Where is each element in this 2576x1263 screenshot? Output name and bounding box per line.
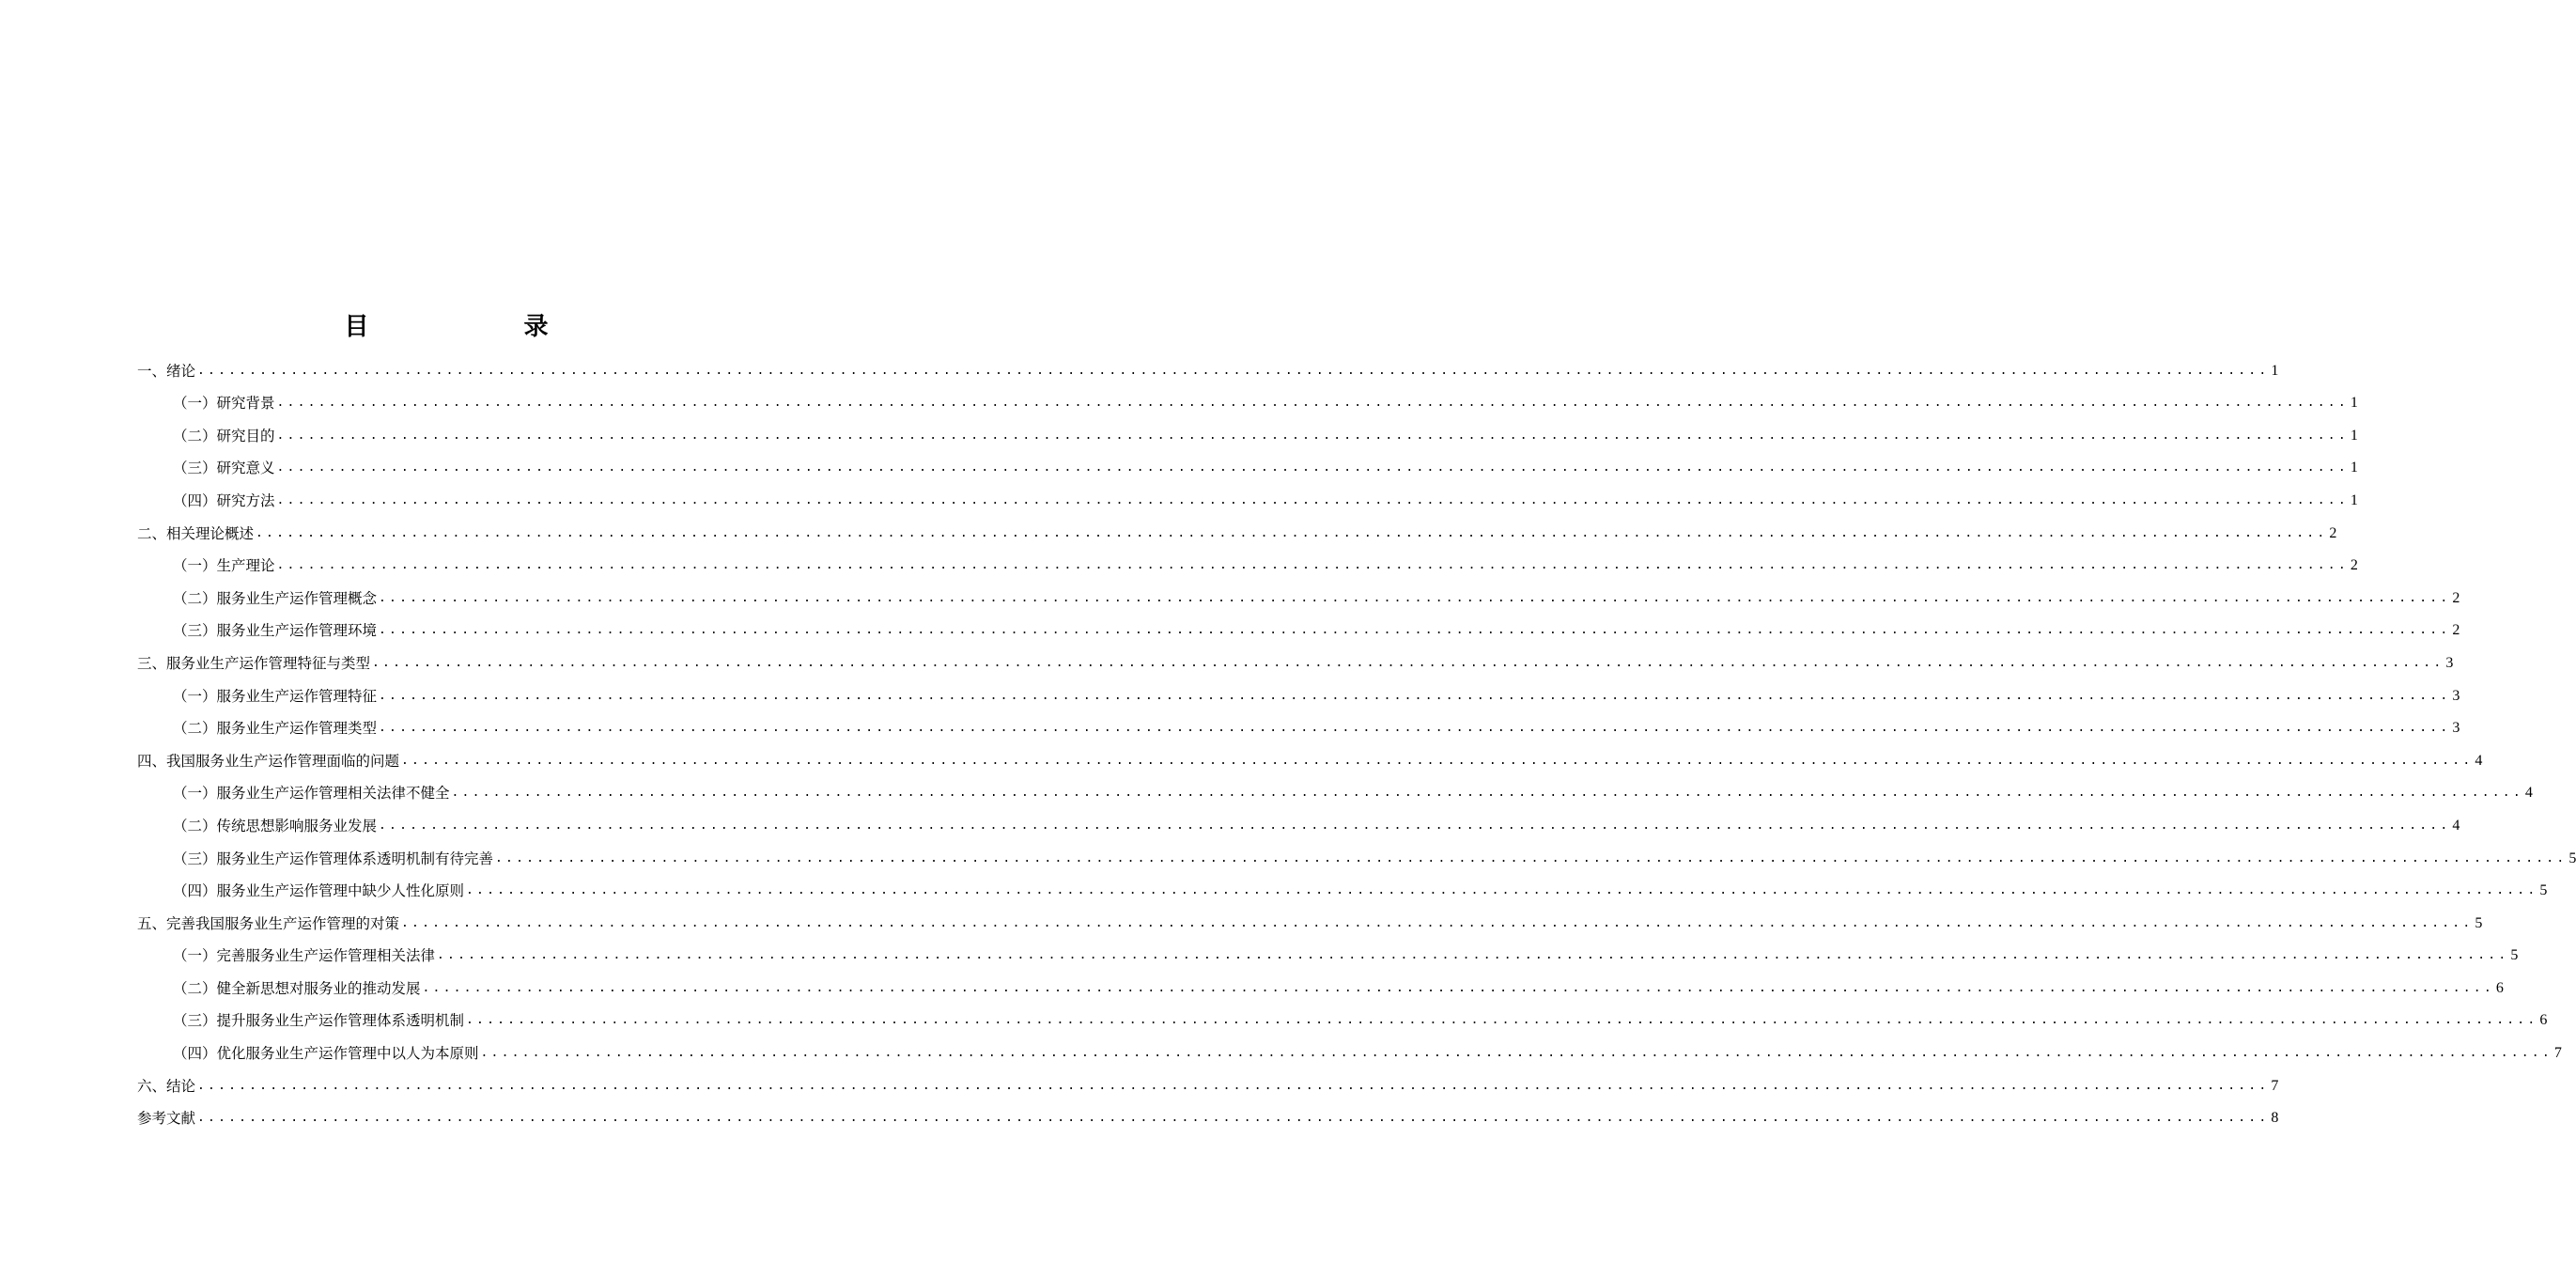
toc-page-number: 6 xyxy=(2495,979,2504,996)
toc-subsection-entry[interactable] xyxy=(137,938,2519,971)
toc-page-number: 6 xyxy=(2539,1012,2548,1029)
toc-entry-label: （四）服务业生产运作管理中缺少人性化原则 xyxy=(173,882,465,900)
toc-subsection-entry[interactable] xyxy=(137,580,2460,613)
toc-dot-leader: ........................................................................................................................................................................................................ xyxy=(480,1046,2553,1061)
toc-dot-leader: ........................................................................................................................................................................................................ xyxy=(466,883,2538,898)
toc-dot-leader: ........................................................................................................................................................................................................ xyxy=(256,525,2328,540)
toc-dot-leader: ........................................................................................................................................................................................................ xyxy=(451,786,2523,801)
toc-section-entry[interactable] xyxy=(137,1100,2279,1133)
toc-entry-label: （一）完善服务业生产运作管理相关法律 xyxy=(173,947,436,965)
toc-section-entry[interactable] xyxy=(137,1068,2279,1100)
toc-page-number: 5 xyxy=(2568,850,2576,866)
toc-entry-label: 三、服务业生产运作管理特征与类型 xyxy=(137,654,371,672)
toc-subsection-entry[interactable] xyxy=(137,417,2358,450)
page-title: 目 录 xyxy=(344,313,622,341)
toc-entry-label: （四）研究方法 xyxy=(173,491,275,509)
toc-entry-label: 二、相关理论概述 xyxy=(137,524,255,542)
toc-entry-label: （二）服务业生产运作管理概念 xyxy=(173,589,378,607)
toc-entry-label: 四、我国服务业生产运作管理面临的问题 xyxy=(137,752,400,770)
toc-entry-label: 六、结论 xyxy=(137,1077,196,1095)
toc-page-number: 7 xyxy=(2553,1045,2562,1062)
toc-section-entry[interactable] xyxy=(137,645,2454,678)
toc-subsection-entry[interactable] xyxy=(137,710,2460,743)
toc-dot-leader: ........................................................................................................................................................................................................ xyxy=(422,980,2494,995)
toc-entry-label: （二）研究目的 xyxy=(173,427,275,444)
toc-entry-label: 五、完善我国服务业生产运作管理的对策 xyxy=(137,914,400,932)
toc-entry-label: （二）健全新思想对服务业的推动发展 xyxy=(173,979,421,997)
toc-entry-label: （三）服务业生产运作管理环境 xyxy=(173,622,378,640)
toc-subsection-entry[interactable] xyxy=(137,775,2533,808)
toc-entry-label: （一）服务业生产运作管理特征 xyxy=(173,687,378,705)
toc-page-number: 4 xyxy=(2475,752,2483,769)
toc-entry-label: 一、绪论 xyxy=(137,362,196,380)
toc-page-number: 4 xyxy=(2524,785,2533,802)
toc-dot-leader: ........................................................................................................................................................................................................ xyxy=(379,721,2451,736)
toc-dot-leader: ........................................................................................................................................................................................................ xyxy=(495,850,2568,865)
toc-page-number: 3 xyxy=(2452,687,2460,704)
table-of-contents xyxy=(137,352,2576,1132)
toc-dot-leader: ........................................................................................................................................................................................................ xyxy=(466,1013,2538,1028)
toc-page-number: 3 xyxy=(2445,654,2454,671)
toc-subsection-entry[interactable] xyxy=(137,678,2460,710)
toc-page-number: 1 xyxy=(2350,491,2358,508)
toc-entry-label: （二）服务业生产运作管理类型 xyxy=(173,720,378,738)
toc-subsection-entry[interactable] xyxy=(137,613,2460,646)
toc-page-number: 2 xyxy=(2452,589,2460,606)
toc-dot-leader: ........................................................................................................................................................................................................ xyxy=(401,753,2474,768)
toc-page-number: 1 xyxy=(2350,395,2358,412)
toc-dot-leader: ........................................................................................................................................................................................................ xyxy=(379,590,2451,605)
toc-entry-label: （一）生产理论 xyxy=(173,557,275,575)
toc-page-number: 2 xyxy=(2350,557,2358,574)
toc-dot-leader: ........................................................................................................................................................................................................ xyxy=(276,428,2349,443)
toc-entry-label: （四）优化服务业生产运作管理中以人为本原则 xyxy=(173,1045,479,1063)
toc-subsection-entry[interactable] xyxy=(137,482,2358,515)
toc-dot-leader: ........................................................................................................................................................................................................ xyxy=(401,915,2474,930)
toc-dot-leader: ........................................................................................................................................................................................................ xyxy=(379,623,2451,638)
toc-page-number: 5 xyxy=(2539,882,2548,899)
toc-page-number: 1 xyxy=(2350,427,2358,444)
toc-subsection-entry[interactable] xyxy=(137,385,2358,418)
toc-subsection-entry[interactable] xyxy=(137,873,2548,906)
toc-dot-leader: ........................................................................................................................................................................................................ xyxy=(437,948,2509,963)
toc-page-number: 2 xyxy=(2329,524,2337,541)
toc-page-number: 2 xyxy=(2452,622,2460,639)
toc-subsection-entry[interactable] xyxy=(137,1003,2548,1036)
toc-entry-label: （三）服务业生产运作管理体系透明机制有待完善 xyxy=(173,850,494,867)
toc-page-number: 8 xyxy=(2271,1110,2279,1127)
toc-dot-leader: ........................................................................................................................................................................................................ xyxy=(276,558,2349,573)
toc-entry-label: （一）服务业生产运作管理相关法律不健全 xyxy=(173,785,450,803)
toc-section-entry[interactable] xyxy=(137,905,2483,938)
toc-subsection-entry[interactable] xyxy=(137,450,2358,483)
toc-subsection-entry[interactable] xyxy=(137,548,2358,581)
toc-section-entry[interactable] xyxy=(137,515,2337,548)
toc-page-number: 5 xyxy=(2510,947,2519,964)
toc-entry-label: （三）提升服务业生产运作管理体系透明机制 xyxy=(173,1012,465,1030)
toc-entry-label: 参考文献 xyxy=(137,1110,196,1128)
toc-page-number: 1 xyxy=(2350,460,2358,476)
toc-dot-leader: ........................................................................................................................................................................................................ xyxy=(372,655,2444,670)
toc-subsection-entry[interactable] xyxy=(137,807,2460,840)
toc-dot-leader: ........................................................................................................................................................................................................ xyxy=(197,363,2270,378)
toc-page-number: 7 xyxy=(2271,1077,2279,1094)
toc-page-number: 4 xyxy=(2452,817,2460,834)
toc-dot-leader: ........................................................................................................................................................................................................ xyxy=(276,492,2349,507)
toc-entry-label: （一）研究背景 xyxy=(173,395,275,413)
toc-dot-leader: ........................................................................................................................................................................................................ xyxy=(276,460,2349,476)
toc-dot-leader: ........................................................................................................................................................................................................ xyxy=(276,396,2349,411)
toc-dot-leader: ........................................................................................................................................................................................................ xyxy=(197,1078,2270,1093)
toc-dot-leader: ........................................................................................................................................................................................................ xyxy=(379,818,2451,833)
toc-section-entry[interactable] xyxy=(137,352,2279,385)
toc-page-number: 3 xyxy=(2452,720,2460,737)
toc-entry-label: （二）传统思想影响服务业发展 xyxy=(173,817,378,834)
toc-subsection-entry[interactable] xyxy=(137,1035,2562,1068)
toc-page-number: 1 xyxy=(2271,362,2279,379)
toc-subsection-entry[interactable] xyxy=(137,970,2504,1003)
toc-section-entry[interactable] xyxy=(137,742,2483,775)
toc-subsection-entry[interactable] xyxy=(137,840,2576,873)
toc-page-number: 5 xyxy=(2475,914,2483,931)
toc-dot-leader: ........................................................................................................................................................................................................ xyxy=(197,1111,2270,1126)
toc-entry-label: （三）研究意义 xyxy=(173,460,275,477)
toc-dot-leader: ........................................................................................................................................................................................................ xyxy=(379,688,2451,703)
